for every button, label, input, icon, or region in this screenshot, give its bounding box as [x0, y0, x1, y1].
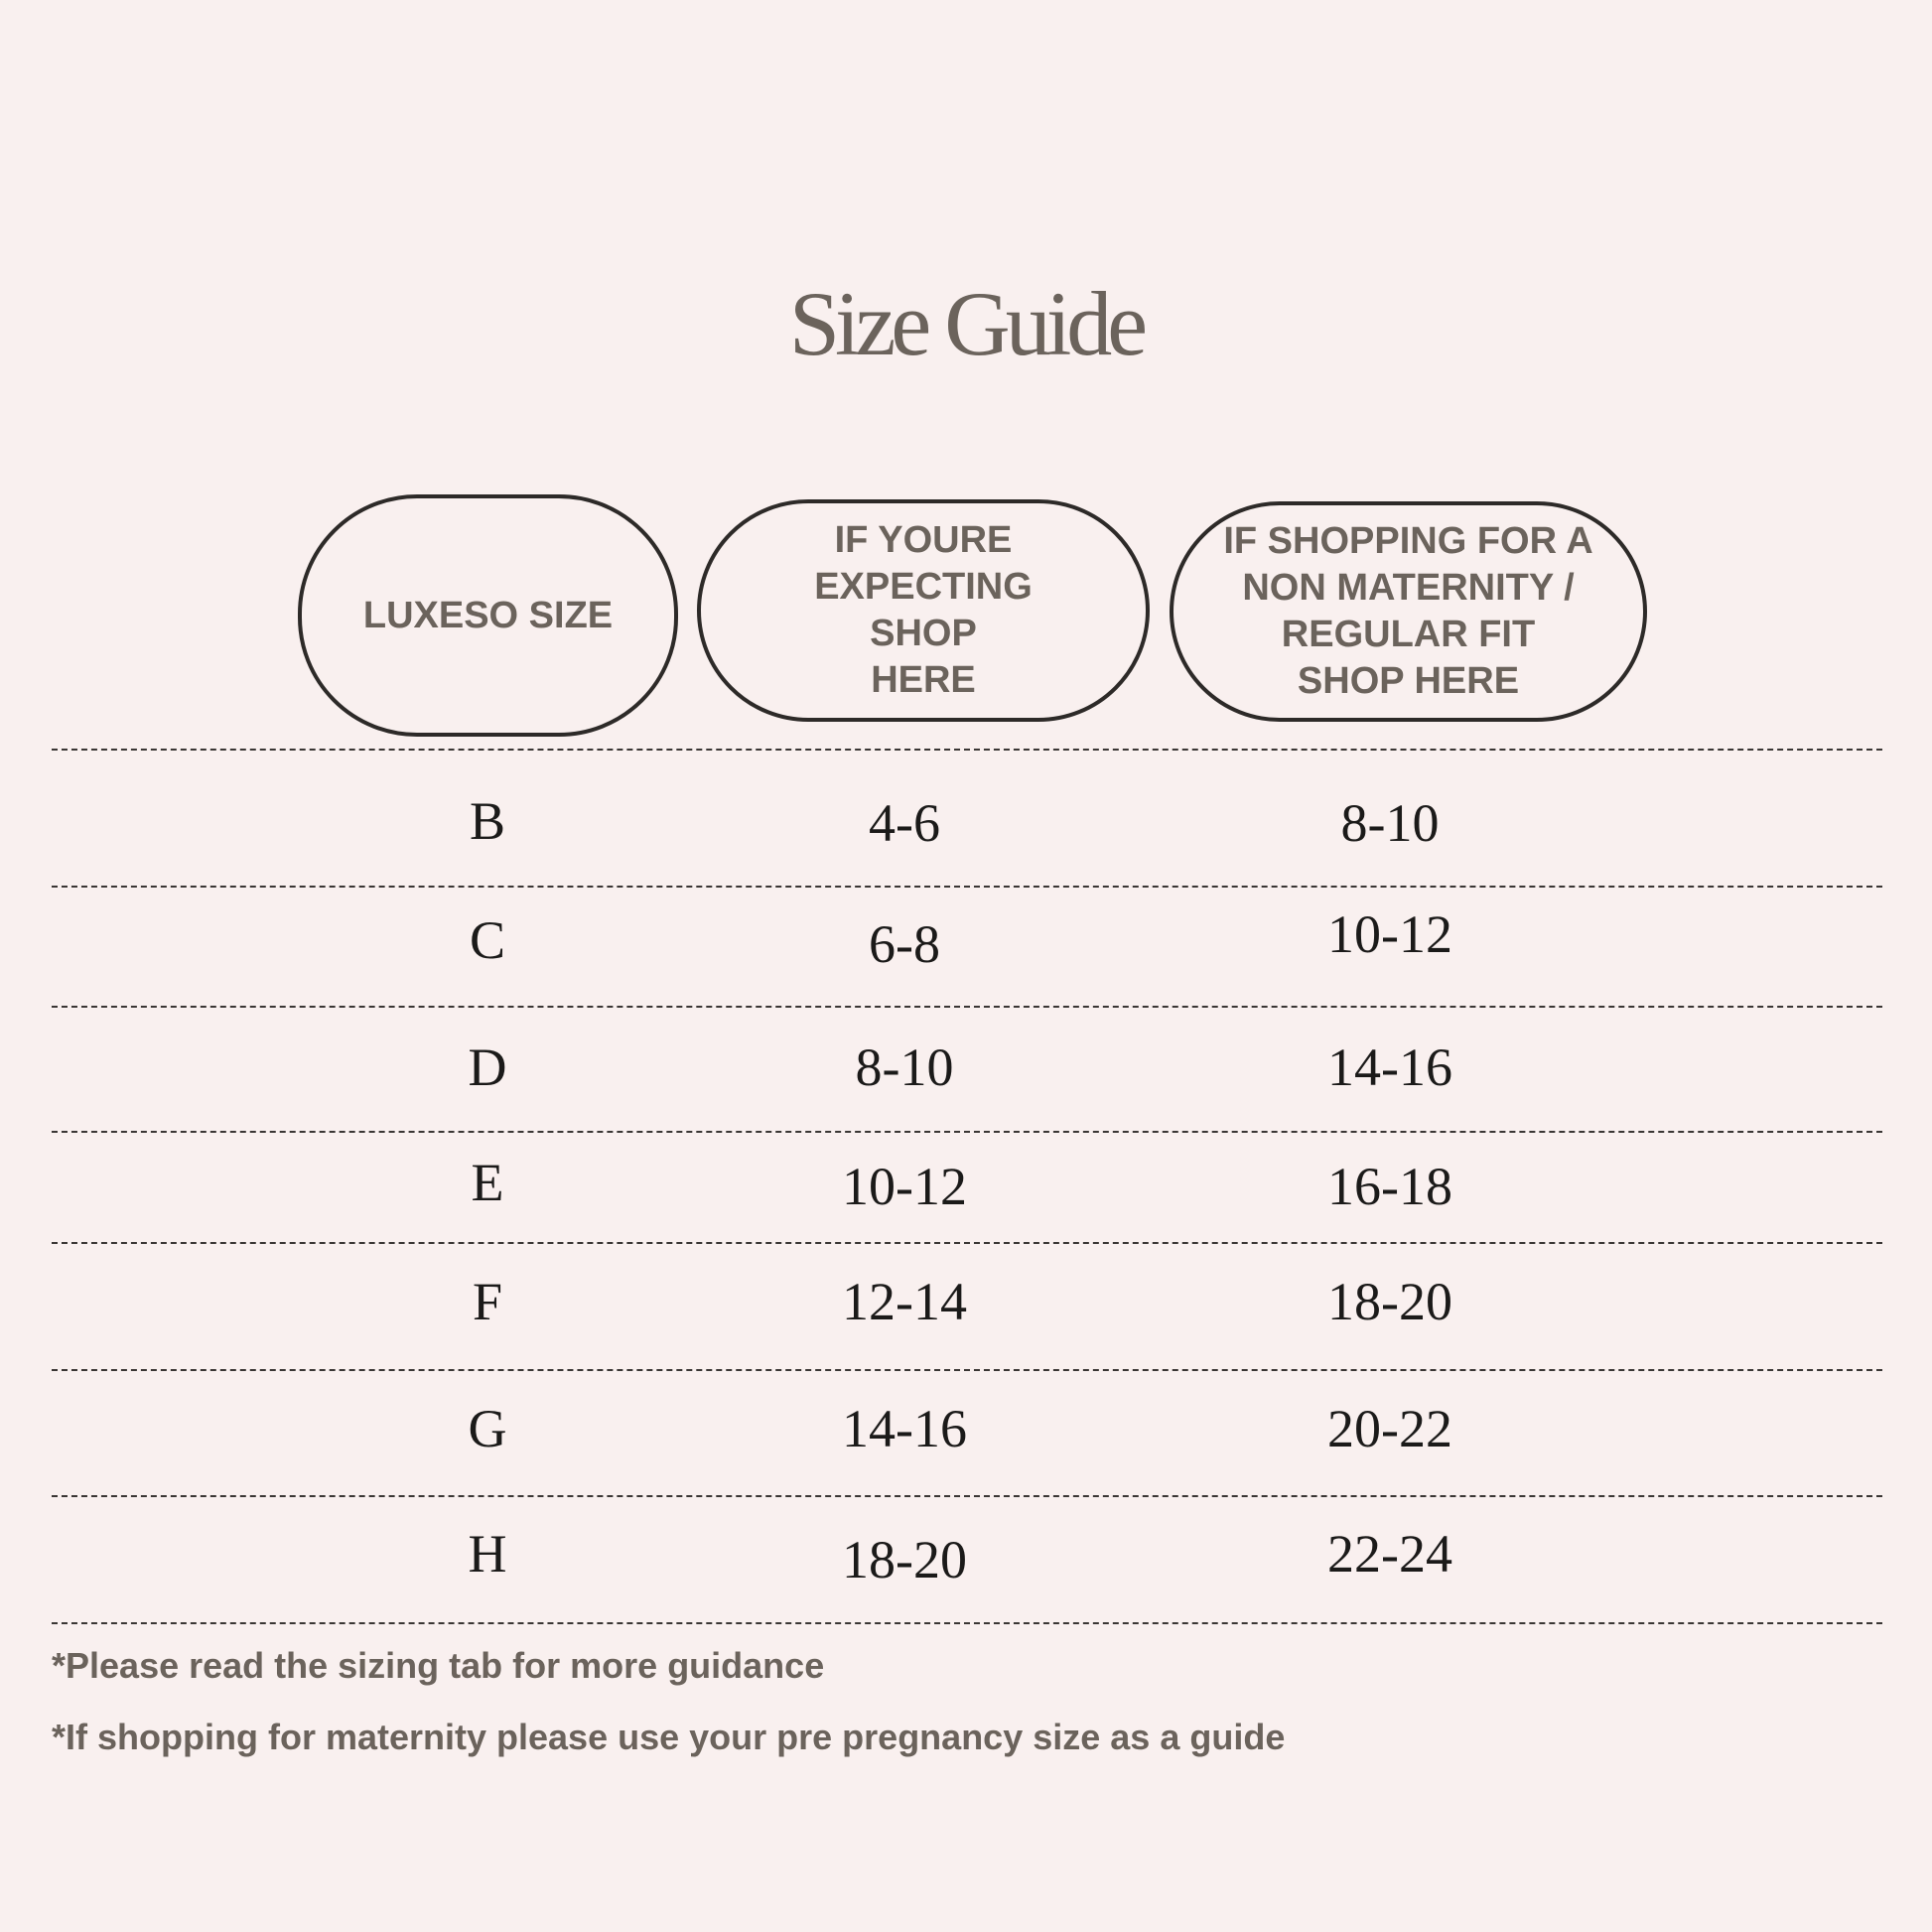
table-cell-regular: 10-12 — [1327, 904, 1452, 964]
table-cell-expecting: 12-14 — [842, 1272, 967, 1331]
table-cell-size: D — [468, 1037, 507, 1097]
row-divider — [52, 886, 1882, 888]
header-pill-regular-fit — [1170, 501, 1647, 722]
table-cell-size: C — [469, 910, 506, 970]
row-divider — [52, 1006, 1882, 1008]
header-pill-expecting — [697, 499, 1150, 722]
row-divider — [52, 1131, 1882, 1133]
table-cell-regular: 22-24 — [1327, 1524, 1452, 1584]
row-divider — [52, 1622, 1882, 1624]
table-cell-regular: 8-10 — [1340, 793, 1440, 853]
row-divider — [52, 1242, 1882, 1244]
table-cell-regular: 20-22 — [1327, 1399, 1452, 1458]
row-divider — [52, 1495, 1882, 1497]
row-divider — [52, 1369, 1882, 1371]
table-cell-regular: 18-20 — [1327, 1272, 1452, 1331]
page-title: Size Guide — [788, 273, 1144, 374]
header-label-luxeso-size: LUXESO SIZE — [362, 594, 614, 636]
table-cell-expecting: 18-20 — [842, 1530, 967, 1589]
table-cell-expecting: 14-16 — [842, 1399, 967, 1458]
header-pill-luxeso-size — [298, 494, 678, 737]
table-cell-size: G — [468, 1399, 507, 1458]
table-cell-regular: 14-16 — [1327, 1037, 1452, 1097]
table-cell-size: E — [471, 1153, 504, 1212]
table-cell-size: F — [472, 1272, 503, 1331]
header-label-expecting: IF YOURE EXPECTING SHOP HERE — [814, 519, 1033, 701]
header-label-regular-fit: IF SHOPPING FOR A NON MATERNITY / REGULAR FIT SHOP HERE — [1223, 520, 1593, 702]
table-cell-size: B — [469, 791, 506, 851]
table-cell-expecting: 8-10 — [855, 1037, 954, 1097]
footnote-maternity: *If shopping for maternity please use your pre pregnancy size as a guide — [52, 1717, 1286, 1757]
table-cell-regular: 16-18 — [1327, 1157, 1452, 1216]
table-cell-size: H — [468, 1524, 507, 1584]
table-cell-expecting: 10-12 — [842, 1157, 967, 1216]
row-divider — [52, 749, 1882, 751]
table-cell-expecting: 4-6 — [869, 793, 940, 853]
footnote-sizing-tab: *Please read the sizing tab for more guidance — [52, 1645, 825, 1686]
table-cell-expecting: 6-8 — [869, 914, 940, 974]
